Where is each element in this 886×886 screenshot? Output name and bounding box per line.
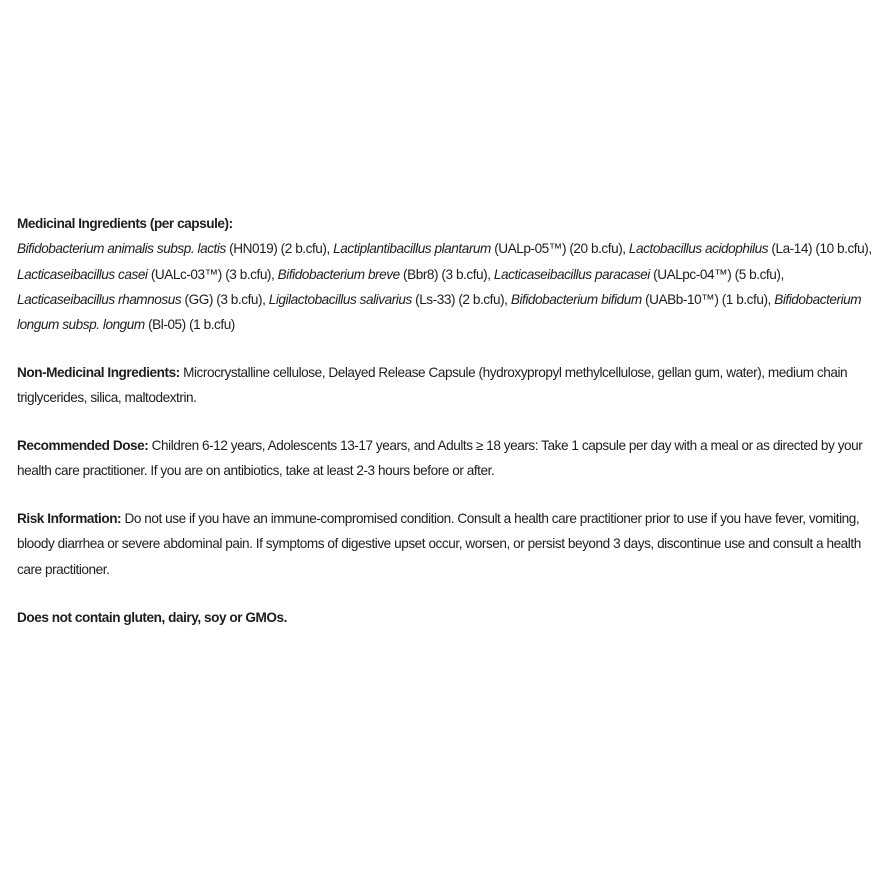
ingredient-detail: (UABb-10™) (1 b.cfu) <box>641 291 768 307</box>
ingredient-name: Lactiplantibacillus plantarum <box>333 241 491 257</box>
allergen-note: Does not contain gluten, dairy, soy or GMOs. <box>17 609 287 625</box>
non-medicinal-ingredients-text: Microcrystalline cellulose, Delayed Release Capsule (hydroxypropyl methylcellulose, gellan gum, water), medium chain triglycerides, silica, maltodextrin. <box>17 364 848 406</box>
risk-information-section <box>17 506 873 582</box>
non-medicinal-ingredients-section <box>17 360 873 411</box>
ingredient-name: Ligilactobacillus salivarius <box>268 291 412 307</box>
ingredient-detail: (UALc-03™) (3 b.cfu) <box>147 266 272 282</box>
ingredient-name: Bifidobacterium bifidum <box>510 291 642 307</box>
ingredient-name: Lacticaseibacillus paracasei <box>493 266 650 282</box>
ingredient-separator: , <box>622 241 629 257</box>
medicinal-ingredients-heading: Medicinal Ingredients (per capsule): <box>17 216 233 231</box>
ingredient-detail: (Bl-05) (1 b.cfu) <box>144 317 235 333</box>
allergen-section <box>17 605 873 630</box>
ingredient-name: Lactobacillus acidophilus <box>628 241 769 257</box>
ingredient-separator: , <box>487 266 494 282</box>
recommended-dose-heading: Recommended Dose: <box>17 438 149 454</box>
ingredient-detail: (HN019) (2 b.cfu) <box>225 241 327 257</box>
ingredient-name: Bifidobacterium longum subsp. longum <box>17 291 862 333</box>
ingredient-separator: , <box>868 241 872 257</box>
ingredient-detail: (La-14) (10 b.cfu) <box>768 241 869 257</box>
ingredient-name: Bifidobacterium breve <box>277 266 400 282</box>
ingredient-separator: , <box>271 266 278 282</box>
label-text-panel <box>17 211 873 652</box>
ingredient-detail: (Ls-33) (2 b.cfu) <box>411 291 505 307</box>
ingredient-name: Lacticaseibacillus casei <box>17 266 148 282</box>
recommended-dose-section <box>17 433 873 484</box>
ingredient-separator: , <box>262 291 269 307</box>
ingredient-detail: (UALp-05™) (20 b.cfu) <box>490 241 623 257</box>
ingredient-detail: (UALpc-04™) (5 b.cfu) <box>649 266 781 282</box>
non-medicinal-ingredients-heading: Non-Medicinal Ingredients: <box>17 364 180 380</box>
ingredient-separator: , <box>504 291 511 307</box>
risk-information-heading: Risk Information: <box>17 511 122 527</box>
ingredient-separator: , <box>780 266 784 282</box>
medicinal-ingredients-section <box>17 211 873 337</box>
medicinal-ingredients-list <box>17 236 873 337</box>
risk-information-text: Do not use if you have an immune-compromised condition. Consult a health care practitioner prior to use if you have fever, vomiting, bloody diarrhea or severe abdominal pain. If symptoms of digestive upset occur, worsen, or persist beyond 3 days, discontinue use and consult a health care practitioner. <box>17 511 861 577</box>
ingredient-detail: (GG) (3 b.cfu) <box>181 291 263 307</box>
ingredient-separator: , <box>767 291 775 307</box>
ingredient-detail: (Bbr8) (3 b.cfu) <box>399 266 488 282</box>
ingredient-name: Bifidobacterium animalis subsp. lactis <box>17 241 226 257</box>
recommended-dose-text: Children 6-12 years, Adolescents 13-17 years, and Adults ≥ 18 years: Take 1 capsule per day with a meal or as directed by your health care practitioner. If you are on antibiotics, take at least 2-3 hours before or after. <box>17 438 863 479</box>
ingredient-name: Lacticaseibacillus rhamnosus <box>17 291 182 307</box>
ingredient-separator: , <box>326 241 334 257</box>
